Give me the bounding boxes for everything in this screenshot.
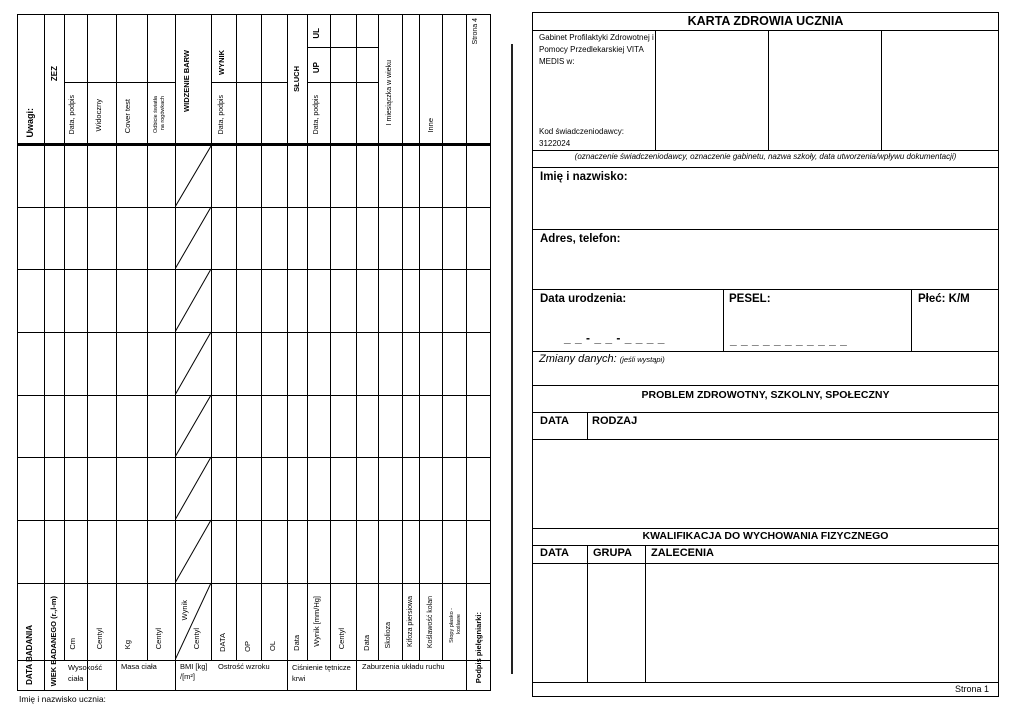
kifoza-label: Kifoza piersiowa bbox=[407, 596, 414, 647]
changes-row bbox=[539, 353, 665, 365]
strona1-label: Strona 1 bbox=[955, 684, 990, 694]
pesel-mask[interactable]: _ _ _ _ _ _ _ _ _ _ _ bbox=[730, 333, 848, 347]
pesel-label: PESEL: bbox=[729, 293, 771, 305]
header-separator bbox=[17, 143, 491, 146]
centyl-2-label: Centyl bbox=[154, 628, 163, 650]
miesiaczka-label: I miesiączka w wieku bbox=[386, 60, 393, 126]
kwal-header: KWALIFIKACJA DO WYCHOWANIA FIZYCZNEGO bbox=[642, 530, 889, 542]
wysokosc-ciala-label: Wysokość ciała bbox=[68, 663, 103, 683]
stopy-label: Stopy płasko - koślawe bbox=[449, 608, 462, 643]
widoczny-label: Widoczny bbox=[94, 99, 103, 132]
sex-label: Płeć: K/M bbox=[918, 293, 970, 305]
provider-code: Kod świadczeniodawcy: 3122024 bbox=[539, 127, 624, 148]
kwal-col-grupa: GRUPA bbox=[593, 547, 632, 559]
bmi-diagonals bbox=[175, 146, 211, 660]
koslawosc-label: Koślawość kolan bbox=[427, 596, 434, 649]
wynik-mmhg-label: Wynik [mm/Hg] bbox=[312, 596, 321, 647]
zez-data-podpis: Data, podpis bbox=[69, 95, 76, 135]
centyl-1-label: Centyl bbox=[95, 628, 104, 650]
ul-label: UL bbox=[312, 28, 321, 39]
problem-header: PROBLEM ZDROWOTNY, SZKOLNY, SPOŁECZNY bbox=[641, 389, 890, 401]
changes-label: Zmiany danych: bbox=[539, 353, 617, 365]
kg-label: Kg bbox=[123, 640, 132, 650]
wzrok-data-podpis: Data, podpis bbox=[218, 95, 225, 135]
inne-label: Inne bbox=[426, 118, 435, 133]
op-label: OP bbox=[243, 641, 252, 652]
birth-label: Data urodzenia: bbox=[540, 293, 627, 305]
bmi-label: BMI [kg] /[m²] bbox=[180, 662, 208, 681]
provider-name: Gabinet Profilaktyki Zdrowotnej i Pomocy Przedlekarskiej VITA MEDIS w: bbox=[539, 33, 654, 66]
problem-entry-area[interactable] bbox=[532, 439, 999, 528]
widzenie-barw-label: WIDZENIE BARW bbox=[182, 50, 191, 112]
birth-mask[interactable]: _ _ - _ _ - _ _ _ _ bbox=[564, 331, 665, 345]
card-title: KARTA ZDROWIA UCZNIA bbox=[687, 14, 844, 28]
uwagi-label: Uwagi: bbox=[25, 108, 35, 138]
skolioza-label: Skolioza bbox=[385, 622, 392, 649]
problem-col-rodzaj: RODZAJ bbox=[592, 415, 638, 427]
fold-line bbox=[511, 44, 513, 674]
imie-nazwisko-footer: Imię i nazwisko ucznia: bbox=[19, 694, 106, 704]
masa-ciala-label: Masa ciała bbox=[121, 662, 157, 671]
problem-col-data: DATA bbox=[540, 415, 569, 427]
strona4-label: Strona 4 bbox=[472, 18, 479, 45]
centyl-3-label: Centyl bbox=[192, 628, 201, 650]
zaburzenia-label: Zaburzenia układu ruchu bbox=[362, 662, 445, 671]
podpis-label: Podpis pielęgniarki: bbox=[474, 612, 483, 684]
cm-label: Cm bbox=[68, 638, 77, 650]
kwal-entry-area[interactable] bbox=[532, 563, 999, 682]
name-label: Imię i nazwisko: bbox=[540, 171, 628, 183]
kwal-col-data: DATA bbox=[540, 547, 569, 559]
kwal-col-zalecenia: ZALECENIA bbox=[651, 547, 714, 559]
address-label: Adres, telefon: bbox=[540, 233, 621, 245]
cover-test-label: Cover test bbox=[123, 99, 132, 134]
sluch-label: SŁUCH bbox=[292, 66, 301, 92]
odbicie-label: Odbicie światła na rogówkach bbox=[153, 96, 166, 133]
sluch-data-podpis: Data, podpis bbox=[313, 95, 320, 135]
data-2-label: Data bbox=[292, 635, 301, 651]
centyl-4-label: Centyl bbox=[337, 628, 346, 650]
wynik-top-label: WYNIK bbox=[217, 50, 226, 75]
name-field[interactable] bbox=[532, 167, 999, 229]
wynik-bmi-label: Wynik bbox=[180, 600, 189, 621]
ostrosc-wzroku-label: Ostrość wzroku bbox=[218, 662, 270, 671]
wiek-badanego-label: WIEK BADANEGO (r.,l-m) bbox=[49, 596, 58, 687]
cisnienie-label: Ciśnienie tętnicze krwi bbox=[292, 663, 351, 683]
provider-note: (oznaczenie świadczeniodawcy, oznaczenie gabinetu, nazwa szkoły, data utworzenia/wpływu dokumentacji) bbox=[574, 152, 957, 161]
data-3-label: Data bbox=[362, 635, 371, 651]
ol-label: OL bbox=[268, 641, 277, 652]
address-field[interactable] bbox=[532, 229, 999, 289]
changes-note: (jeśli wystąpi) bbox=[619, 355, 665, 364]
zez-label: ZEZ bbox=[50, 66, 59, 82]
data-1-label: DATA bbox=[218, 633, 227, 652]
up-label: UP bbox=[312, 62, 321, 74]
data-badania-label: DATA BADANIA bbox=[25, 625, 34, 685]
